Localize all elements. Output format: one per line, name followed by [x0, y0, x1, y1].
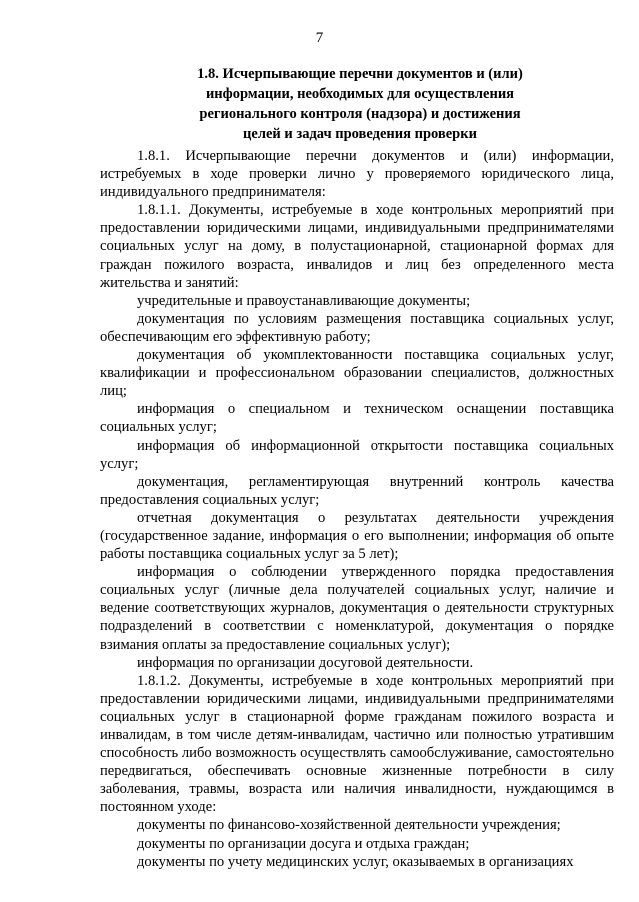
heading-line: регионального контроля (надзора) и достижения: [199, 106, 521, 122]
heading-line: информации, необходимых для осуществления: [205, 86, 515, 102]
list-item: документы по организации досуга и отдыха граждан;: [137, 835, 470, 852]
paragraph-1-8-1-1: 1.8.1.1. Документы, истребуемые в ходе контрольных мероприятий при предоставлении юридическими лицами, индивидуальными предпринимателями социальных услуг на дому, в полустационарной, стационарной формах для граждан пожилого возраста, инвалидов и лиц без определенного места жительства и занятий:: [100, 202, 614, 291]
heading-line: целей и задач проведения проверки: [243, 126, 477, 142]
list-item: документы по учету медицинских услуг, оказываемых в организациях: [137, 853, 574, 870]
list-item: документация об укомплектованности поставщика социальных услуг, квалификации и профессиональном образовании специалистов, должностных лиц;: [100, 347, 614, 400]
list-item: документация, регламентирующая внутренний контроль качества предоставления социальных услуг;: [100, 473, 614, 508]
paragraph-1-8-1-2: 1.8.1.2. Документы, истребуемые в ходе контрольных мероприятий при предоставлении юридическими лицами, индивидуальными предпринимателями социальных услуг в стационарной форме гражданам пожилого возраста и инвалидам, в том числе детям-инвалидам, частично или полностью утратившим способность либо возможность осуществлять самообслуживание, самостоятельно передвигаться, обеспечивать основные жизненные потребности в силу заболевания, травмы, возраста или наличия инвалидности, нуждающимся в постоянном уходе:: [100, 672, 614, 816]
list-item: документация по условиям размещения поставщика социальных услуг, обеспечивающим его эффективную работу;: [100, 310, 614, 345]
list-item: документы по финансово-хозяйственной деятельности учреждения;: [137, 817, 561, 834]
list-item: отчетная документация о результатах деятельности учреждения (государственное задание, информация о его выполнении; информация об опыте работы поставщика социальных услуг за 5 лет);: [100, 509, 614, 563]
body-text: [100, 147, 614, 871]
list-item: учредительные и правоустанавливающие документы;: [137, 292, 471, 309]
section-heading: [100, 64, 620, 144]
page-number: 7: [315, 30, 324, 46]
paragraph-1-8-1: 1.8.1. Исчерпывающие перечни документов и (или) информации, истребуемых в ходе проверки лично у проверяемого юридического лица, индивидуального предпринимателя:: [100, 148, 614, 201]
list-item: информация о соблюдении утвержденного порядка предоставления социальных услуг (личные дела получателей социальных услуг, наличие и ведение соответствующих журналов, документация о деятельности структурных подразделений в соответствии с номенклатурой, документация о порядке взимания оплаты за предоставление социальных услуг);: [100, 564, 614, 653]
list-item: информация об информационной открытости поставщика социальных услуг;: [100, 437, 614, 472]
list-item: информация по организации досуговой деятельности.: [137, 654, 474, 671]
list-item: информация о специальном и техническом оснащении поставщика социальных услуг;: [100, 401, 614, 436]
heading-line: 1.8. Исчерпывающие перечни документов и (или): [197, 66, 523, 82]
